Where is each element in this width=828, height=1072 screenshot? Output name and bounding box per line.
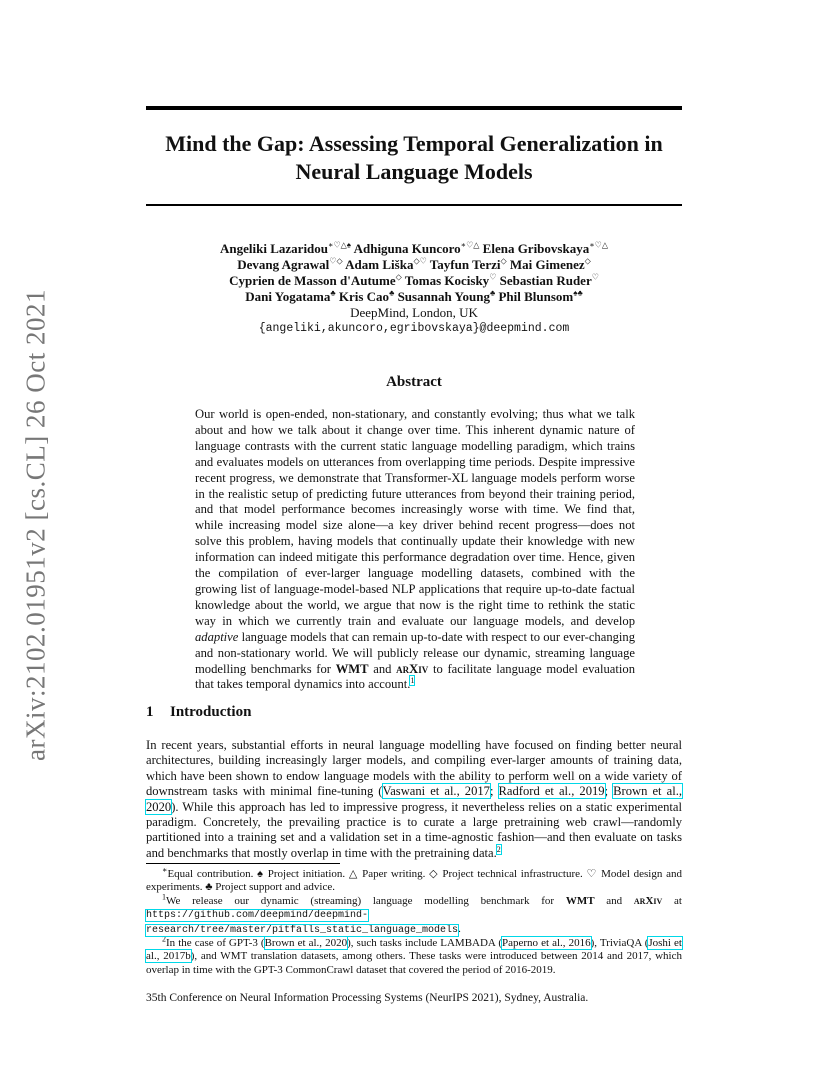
author-name: Adam Liška — [345, 257, 414, 272]
author-name: Tayfun Terzi — [429, 257, 501, 272]
affil-mark: ∗♡△ — [460, 240, 480, 250]
footnote-text: ), TriviaQA ( — [590, 937, 649, 950]
author-name: Adhiguna Kuncoro — [353, 241, 461, 256]
abstract-text: and — [368, 661, 397, 676]
arxiv-label: arXiv — [633, 894, 663, 907]
author-line-4 — [146, 289, 682, 305]
footnote-link-1[interactable]: 1 — [410, 676, 415, 686]
arxiv-sidebar-stamp — [12, 290, 60, 760]
affil-mark: ♠♣ — [573, 288, 583, 298]
wmt-label: WMT — [565, 894, 595, 907]
author-line-3 — [146, 273, 682, 289]
footnote-2 — [146, 934, 682, 977]
author-name: Angeliki Lazaridou — [220, 241, 329, 256]
author-name: Tomas Kocisky — [404, 273, 490, 288]
footnote-mark: ∗ — [162, 865, 168, 875]
citation-link[interactable]: Paperno et al., 2016 — [502, 937, 591, 950]
citation-link[interactable]: Joshi et al., 2017b — [146, 937, 682, 963]
footnote-text: ), and WMT translation datasets, among others. These tasks were introduced between 2014 and 2017, which overlap in time with the GPT-3 CommonCrawl dataset that covered the period of 2016-2019. — [146, 950, 682, 976]
venue-footer: 35th Conference on Neural Information Processing Systems (NeurIPS 2021), Sydney, Australia. — [146, 992, 589, 1004]
author-emails: {angeliki,akuncoro,egribovskaya}@deepmind.com — [258, 322, 570, 335]
abstract-text: Our world is open-ended, non-stationary, and constantly evolving; thus what we talk about and how we talk about it change over time. This inherent dynamic nature of language contrasts with the current static language modelling paradigm, which trains and evaluates models on utterances from overlapping time periods. Despite impressive recent progress, we demonstrate that Transformer-XL language models perform worse in the realistic setup of predicting future utterances from beyond their training period, and that model performance becomes increasingly worse with time. We find that, while increasing model size alone—a key driver behind recent progress—does not solve this problem, having models that continually update their knowledge with new information can indeed mitigate this performance degradation over time. Hence, given the compilation of ever-larger language modelling datasets, combined with the growing list of language-model-based NLP applications that require up-to-date factual knowledge about the world, we argue that now is the right time to rethink the static way in which we currently train and evaluate our language models, and develop — [195, 407, 635, 628]
citation-link[interactable]: Radford et al., 2019 — [498, 784, 605, 799]
intro-text: ). While this approach has led to impressive progress, it nevertheless relies on a static experimental paradigm. Concretely, the prevailing practice is to curate a large pretraining web crawl—randomly partitioned into a training set and a validation set in a time-agnostic fashion—and then evaluate on tasks and benchmarks that mostly overlap in time with the pretraining data. — [146, 799, 682, 860]
abstract-heading: Abstract — [386, 374, 442, 390]
arxiv-label: arXiv — [396, 661, 429, 676]
affil-mark: ♣ — [389, 288, 395, 298]
affil-mark: ∗♡△ — [589, 240, 608, 250]
author-name: Dani Yogatama — [245, 289, 331, 304]
footnote-text: We release our dynamic (streaming) language modelling benchmark for — [166, 894, 566, 907]
footnote-mark: 2 — [162, 934, 166, 944]
benchmark-url-link[interactable]: https://github.com/deepmind/deepmind-research/tree/master/pitfalls_static_language_models — [146, 910, 459, 936]
section-title: Introduction — [170, 704, 252, 720]
affil-mark: ∗♡△♠ — [328, 240, 352, 250]
title-rule — [146, 204, 682, 206]
footnote-text: at — [662, 894, 682, 907]
affil-mark: ◇ — [395, 272, 402, 282]
affil-mark: ◇ — [584, 256, 591, 266]
citation-link[interactable]: Brown et al., 2020 — [146, 784, 682, 814]
footnote-text: Equal contribution. ♠ Project initiation. △ Paper writing. ◇ Project technical infrastructure. ♡ Model design and experiments. ♣ Project support and advice. — [146, 868, 682, 894]
affil-mark: ♡◇ — [329, 256, 343, 266]
affil-mark: ♡ — [489, 272, 497, 282]
footnote-text: ), such tasks include LAMBADA ( — [347, 937, 502, 950]
affil-mark: ◇♡ — [413, 256, 427, 266]
footnote-text: . — [458, 922, 461, 935]
intro-text: In recent years, substantial efforts in neural language modelling have focused on finding better neural architectures, building increasingly larger models, and compiling ever-larger amounts of training data, which have been shown to endow language models with the ability to perform well on a wide variety of downstream tasks with minimal fine-tuning ( — [146, 738, 682, 799]
top-rule — [146, 106, 682, 110]
arxiv-identifier[interactable]: arXiv:2102.01951v2 [cs.CL] 26 Oct 2021 — [20, 289, 51, 761]
author-block — [146, 241, 682, 337]
author-name: Devang Agrawal — [237, 257, 330, 272]
author-name: Elena Gribovskaya — [482, 241, 590, 256]
author-name: Cyprien de Masson d'Autume — [229, 273, 396, 288]
author-name: Phil Blunsom — [498, 289, 574, 304]
section-number: 1 — [146, 704, 154, 720]
footnote-mark: 1 — [162, 892, 166, 902]
affil-mark: ♡ — [591, 272, 599, 282]
footnote-text: In the case of GPT-3 ( — [166, 937, 265, 950]
abstract-body — [195, 407, 635, 693]
section-heading-introduction — [146, 704, 251, 721]
footnote-contributions — [146, 865, 682, 895]
affil-mark: ◇ — [500, 256, 507, 266]
wmt-label: WMT — [335, 661, 369, 676]
author-name: Susannah Young — [397, 289, 490, 304]
affil-mark: ♣ — [489, 288, 496, 298]
author-line-2 — [146, 257, 682, 273]
citation-link[interactable]: Vaswani et al., 2017 — [382, 784, 490, 799]
footnote-rule — [146, 863, 340, 864]
abstract-emphasis: adaptive — [195, 629, 239, 644]
footnote-link-2[interactable]: 2 — [496, 844, 501, 854]
paper-title: Mind the Gap: Assessing Temporal Generalization in Neural Language Models — [165, 131, 663, 184]
author-name: Kris Cao — [338, 289, 390, 304]
intro-text: ; — [604, 784, 614, 799]
abstract-text: to facilitate language model evaluation that takes temporal dynamics into account. — [195, 661, 635, 692]
intro-text: ; — [489, 784, 499, 799]
introduction-paragraph — [146, 738, 682, 861]
citation-link[interactable]: Brown et al., 2020 — [264, 937, 348, 950]
affiliation: DeepMind, London, UK — [350, 305, 478, 320]
footnotes — [146, 865, 682, 977]
footnote-text: and — [594, 894, 634, 907]
abstract-text: language models that can remain up-to-date with respect to our ever-changing and non-stationary world. We will publicly release our dynamic, streaming language modelling benchmarks for — [195, 629, 635, 676]
footnote-1 — [146, 892, 682, 937]
author-name: Sebastian Ruder — [499, 273, 592, 288]
affil-mark: ♣ — [330, 288, 336, 298]
author-name: Mai Gimenez — [509, 257, 585, 272]
author-line-1 — [146, 241, 682, 257]
